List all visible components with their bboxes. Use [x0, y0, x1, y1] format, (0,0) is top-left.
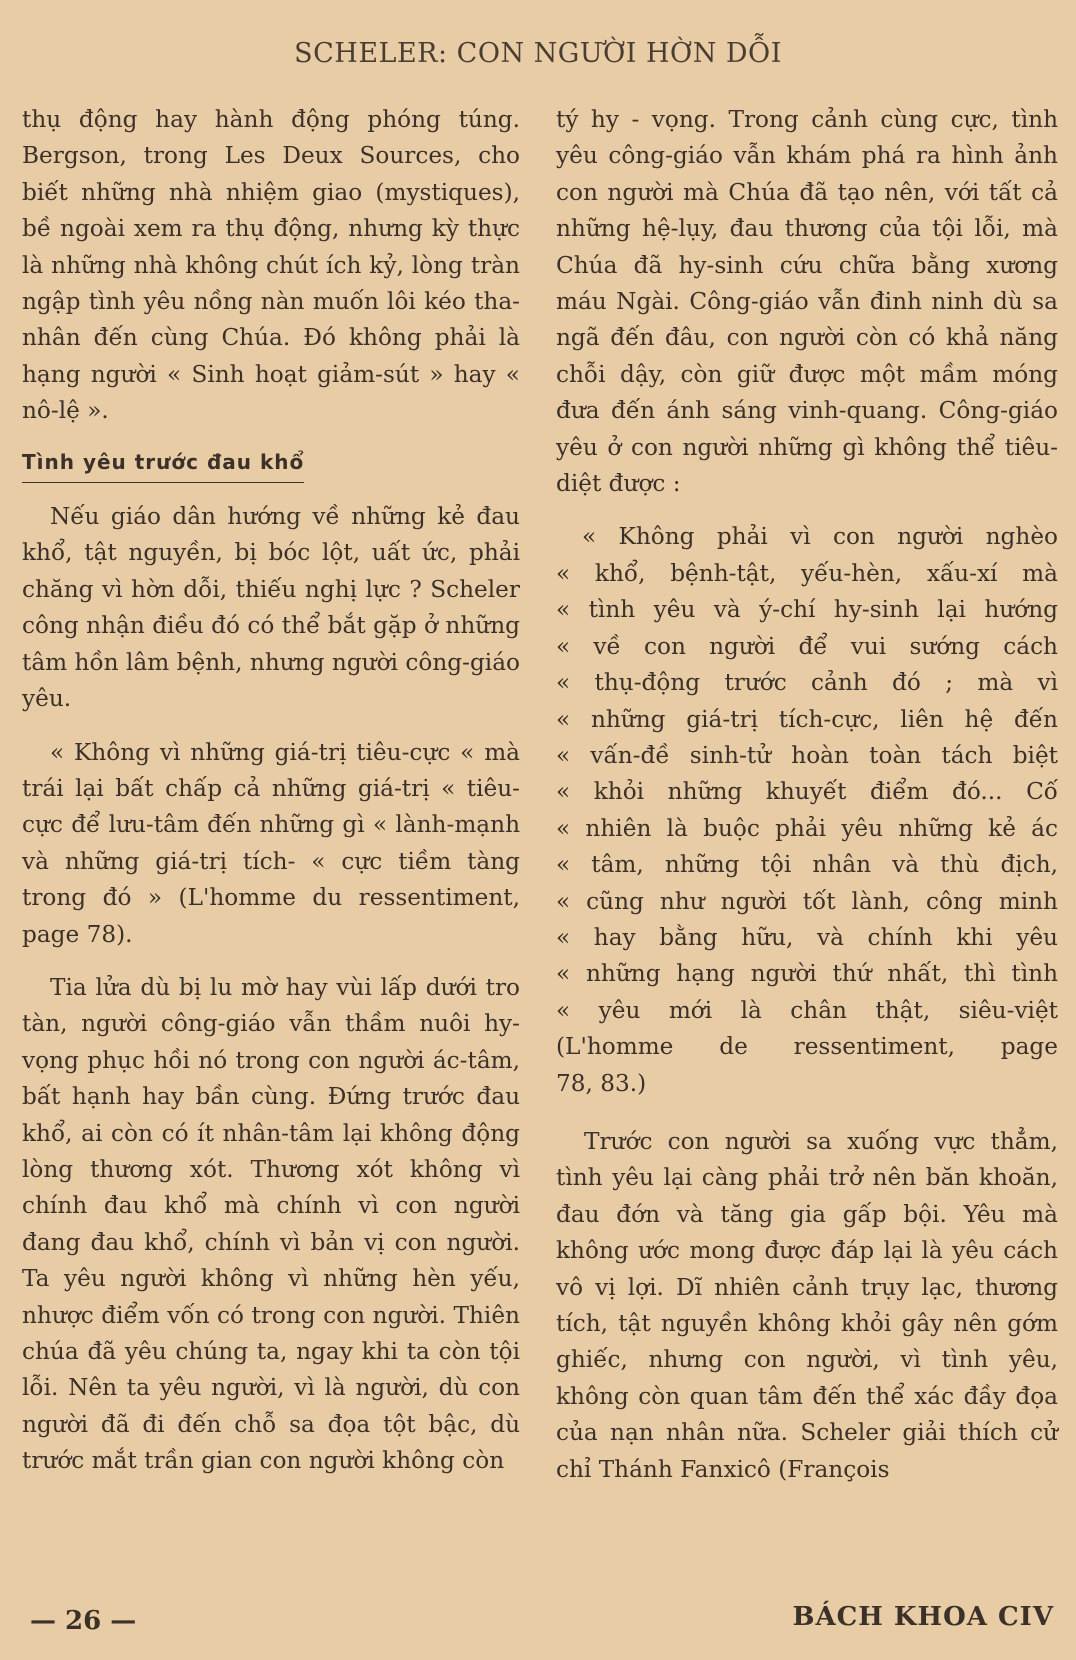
- quote-line: « Không phải vì con người nghèo: [582, 523, 1058, 551]
- quote-line: « vấn-đề sinh-tử hoàn toàn tách biệt: [556, 741, 1058, 769]
- paragraph: thụ động hay hành động phóng túng. Bergson, trong Les Deux Sources, cho biết những nhà nhiệm giao (mystiques), bề ngoài xem ra thụ động, nhưng kỳ thực là những nhà không chút ích kỷ, lòng tràn ngập tình yêu nồng nàn muốn lôi kéo tha-nhân đến cùng Chúa. Đó không phải là hạng người « Sinh hoạt giảm-sút » hay « nô-lệ ».: [22, 106, 520, 425]
- quote-line: « thụ-động trước cảnh đó ; mà vì: [556, 669, 1058, 697]
- page-number: — 26 —: [30, 1606, 137, 1636]
- running-head: SCHELER: CON NGƯỜI HỜN DỖI: [294, 38, 782, 69]
- paragraph: Trước con người sa xuống vực thẳm, tình yêu lại càng phải trở nên băn khoăn, đau đớn và tăng gia gấp bội. Yêu mà không ước mong được đáp lại là yêu cách vô vị lợi. Dĩ nhiên cảnh trụy lạc, thương tích, tật nguyền không khỏi gây nên gớm ghiếc, nhưng con người, vì tình yêu, không còn quan tâm đến thể xác đầy đọa của nạn nhân nữa. Scheler giải thích cử chỉ Thánh Fanxicô (François: [556, 1127, 1058, 1483]
- quote-line: (L'homme de ressentiment, page: [556, 1033, 1058, 1061]
- quote-line: « khổ, bệnh-tật, yếu-hèn, xấu-xí mà: [556, 559, 1058, 587]
- section-subheading: Tình yêu trước đau khổ: [22, 444, 304, 483]
- left-column: [22, 102, 520, 1480]
- paragraph: Nếu giáo dân hướng về những kẻ đau khổ, tật nguyền, bị bóc lột, uất ức, phải chăng vì hờn dỗi, thiếu nghị lực ? Scheler công nhận điều đó có thể bắt gặp ở những tâm hồn lâm bệnh, nhưng người công-giáo yêu.: [22, 503, 520, 713]
- quote-line: « khỏi những khuyết điểm đó... Cố: [556, 778, 1058, 806]
- quote-line: « về con người để vui sướng cách: [556, 632, 1058, 660]
- quote-line: « hay bằng hữu, và chính khi yêu: [556, 923, 1058, 951]
- quote-line: « những giá-trị tích-cực, liên hệ đến: [556, 705, 1058, 733]
- publication-name: BÁCH KHOA CIV: [792, 1602, 1054, 1632]
- paragraph: Tia lửa dù bị lu mờ hay vùi lấp dưới tro tàn, người công-giáo vẫn thầm nuôi hy-vọng phục hồi nó trong con người ác-tâm, bất hạnh hay bần cùng. Đứng trước đau khổ, ai còn có ít nhân-tâm lại không động lòng thương xót. Thương xót không vì chính đau khổ mà chính vì con người đang đau khổ, chính vì bản vị con người. Ta yêu người không vì những hèn yếu, nhược điểm vốn có trong con người. Thiên chúa đã yêu chúng ta, ngay khi ta còn tội lỗi. Nên ta yêu người, vì là người, dù con người đã đi đến chỗ sa đọa tột bậc, dù trước mắt trần gian con người không còn: [22, 973, 520, 1475]
- quote-block: [556, 519, 1058, 1102]
- quote-line: « cũng như người tốt lành, công minh: [556, 887, 1058, 915]
- quote-line: 78, 83.): [556, 1069, 647, 1097]
- quote-line: « yêu mới là chân thật, siêu-việt: [556, 996, 1058, 1024]
- quote-line: « tình yêu và ý-chí hy-sinh lại hướng: [556, 596, 1058, 624]
- quote-line: « những hạng người thứ nhất, thì tình: [556, 960, 1058, 988]
- quote-line: « tâm, những tội nhân và thù địch,: [556, 851, 1058, 879]
- right-column: [556, 102, 1058, 1488]
- paragraph: tý hy - vọng. Trong cảnh cùng cực, tình yêu công-giáo vẫn khám phá ra hình ảnh con người mà Chúa đã tạo nên, với tất cả những hệ-lụy, đau thương của tội lỗi, mà Chúa đã hy-sinh cứu chữa bằng xương máu Ngài. Công-giáo vẫn đinh ninh dù sa ngã đến đâu, con người còn có khả năng chỗi dậy, còn giữ được một mầm móng đưa đến ánh sáng vinh-quang. Công-giáo yêu ở con người những gì không thể tiêu-diệt được :: [556, 106, 1058, 498]
- quote-line: « nhiên là buộc phải yêu những kẻ ác: [556, 814, 1058, 842]
- quote-paragraph: « Không vì những giá-trị tiêu-cực « mà trái lại bất chấp cả những giá-trị « tiêu-cực để lưu-tâm đến những gì « lành-mạnh và những giá-trị tích- « cực tiềm tàng trong đó » (L'homme du ressentiment, page 78).: [22, 738, 520, 948]
